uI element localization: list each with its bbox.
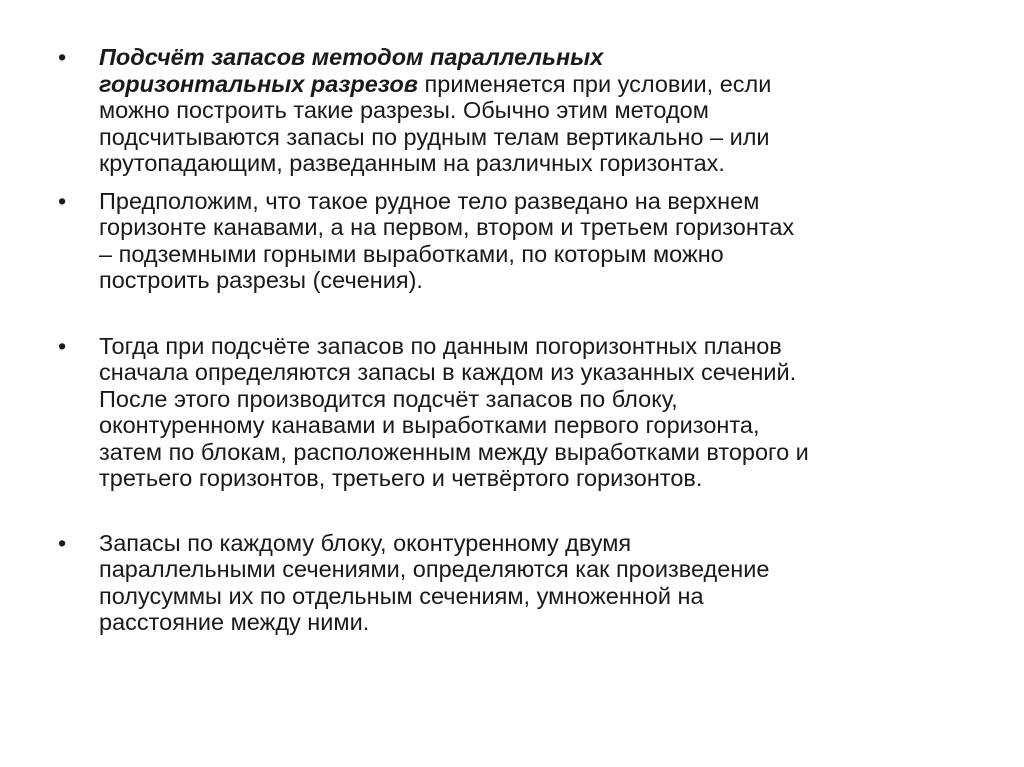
- bullet-item: [58, 333, 988, 492]
- text-line: Запасы по каждому блоку, оконтуренному двумя: [99, 529, 632, 556]
- bullet-marker: •: [58, 44, 67, 70]
- bullet-item: [58, 188, 988, 294]
- text-line: [99, 150, 988, 177]
- line-text: крутопадающим, разведанным на различных горизонтах.: [99, 150, 725, 176]
- text-line: затем по блокам, расположенным между выработками второго и: [99, 438, 809, 465]
- text-line: сначала определяются запасы в каждом из указанных сечений.: [99, 359, 797, 385]
- text-line: [99, 71, 988, 98]
- bullet-marker: •: [58, 332, 67, 359]
- line-text: подсчитываются запасы по рудным телам вертикально – или: [99, 123, 770, 150]
- text-line: Тогда при подсчёте запасов по данным погоризонтных планов: [99, 332, 782, 359]
- text-line: Предположим, что такое рудное тело разведано на верхнем: [99, 187, 760, 214]
- bullet-item: [58, 530, 988, 636]
- text-line: оконтуренному канавами и выработками первого горизонта,: [99, 412, 760, 438]
- text-line: – подземными горными выработками, по которым можно: [99, 240, 724, 267]
- emphasized-term: горизонтальных разрезов: [99, 70, 419, 97]
- text-line: построить разрезы (сечения).: [99, 267, 423, 293]
- text-line: [99, 97, 988, 124]
- emphasized-term: Подсчёт запасов методом параллельных: [99, 44, 604, 70]
- text-line: расстояние между ними.: [99, 609, 370, 635]
- bullet-item: [58, 44, 988, 177]
- text-line: третьего горизонтов, третьего и четвёртого горизонтов.: [99, 465, 703, 491]
- text-line: [99, 44, 988, 71]
- bullet-marker: •: [58, 529, 67, 556]
- bullet-list: [58, 44, 988, 636]
- text-line: [99, 124, 988, 151]
- line-text: можно построить такие разрезы. Обычно этим методом: [99, 97, 709, 123]
- line-text: применяется при условии, если: [418, 70, 772, 97]
- text-line: параллельными сечениями, определяются как произведение: [99, 556, 770, 582]
- bullet-marker: •: [58, 187, 67, 214]
- text-line: горизонте канавами, а на первом, втором и третьем горизонтах: [99, 214, 795, 240]
- text-line: После этого производится подсчёт запасов по блоку,: [99, 385, 678, 412]
- text-line: полусуммы их по отдельным сечениям, умноженной на: [99, 582, 704, 609]
